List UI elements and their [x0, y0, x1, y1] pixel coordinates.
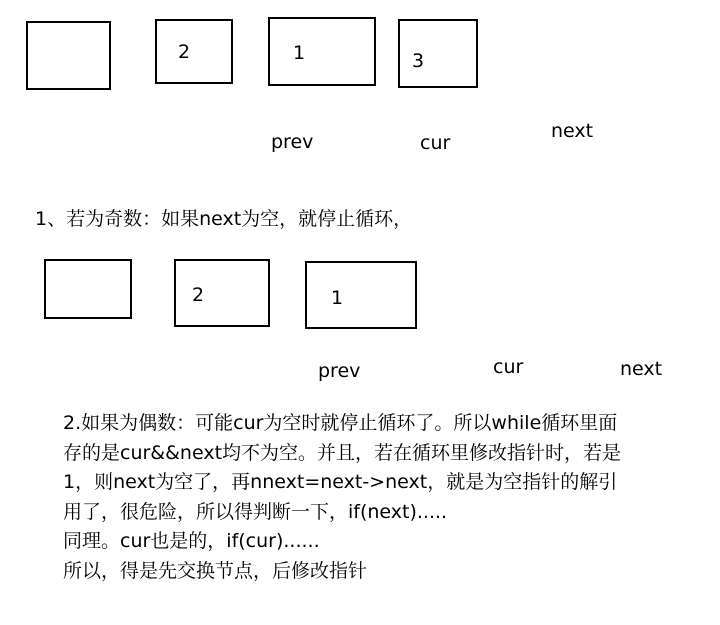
top-next-label: next: [551, 120, 594, 142]
top-node-label: 2: [178, 41, 191, 63]
bottom-next-label: next: [620, 358, 663, 380]
bottom-prev-label: prev: [318, 360, 361, 382]
even-case-line: 所以，得是先交换节点，后修改指针: [63, 559, 368, 582]
top-node-box-2: [155, 19, 233, 84]
bottom-node-label: 1: [331, 287, 344, 309]
top-prev-label: prev: [271, 131, 314, 153]
top-node-box-3: [398, 19, 478, 88]
even-case-line: 2.如果为偶数：可能cur为空时就停止循环了。所以while循环里面: [63, 412, 618, 434]
even-case-paragraph: [63, 409, 703, 586]
bottom-node-label: 2: [192, 284, 205, 306]
even-case-line: 用了，很危险，所以得判断一下，if(next).....: [63, 500, 448, 523]
even-case-line: 同理。cur也是的，if(cur)......: [63, 530, 320, 552]
top-node-box-1: [268, 17, 376, 86]
top-node-label: 1: [293, 42, 306, 64]
bottom-node-box-2: [174, 259, 270, 327]
bottom-node-box-1: [305, 261, 417, 329]
even-case-line: 1，则next为空了，再nnext=next->next，就是为空指针的解引: [63, 471, 618, 493]
top-node-label: 3: [412, 50, 425, 72]
top-node-box-empty: [26, 21, 111, 90]
bottom-cur-label: cur: [493, 356, 524, 378]
top-cur-label: cur: [420, 132, 451, 154]
even-case-line: 存的是cur&&next均不为空。并且，若在循环里修改指针时，若是: [63, 441, 622, 464]
bottom-node-box-empty: [44, 259, 132, 319]
odd-case-text: 1、若为奇数：如果next为空，就停止循环，: [35, 208, 413, 230]
